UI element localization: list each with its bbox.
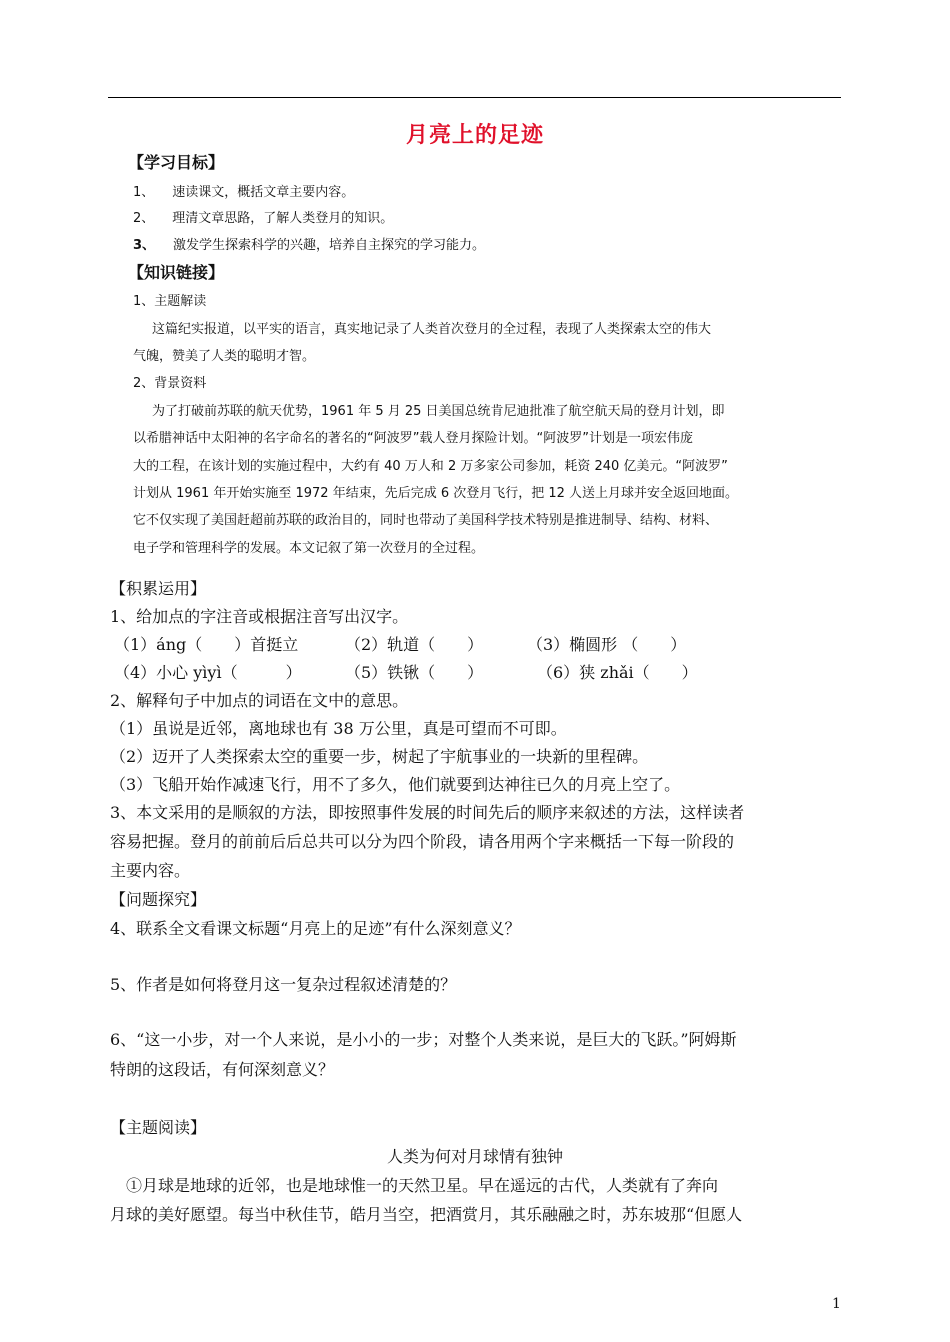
page-number: 1 xyxy=(832,1296,841,1312)
page-title: 月亮上的足迹 xyxy=(405,122,544,148)
goals-heading: 【学习目标】 xyxy=(128,153,225,172)
reading-title: 人类为何对月球情有独钟 xyxy=(386,1147,563,1166)
header-rule xyxy=(108,97,841,98)
question-2: 2、解释句子中加点的词语在文中的意思。 xyxy=(110,691,409,710)
reading-p1-line-1: ①月球是地球的近邻，也是地球惟一的天然卫星。早在遥远的古代，人类就有了奔向 xyxy=(126,1176,719,1195)
question-1: 1、给加点的字注音或根据注音写出汉字。 xyxy=(110,607,409,626)
question-6-line-1: 6、“这一小步，对一个人来说，是小小的一步；对整个人类来说，是巨大的飞跃。”阿姆斯 xyxy=(110,1030,737,1049)
links-sub1-line-1: 这篇纪实报道，以平实的语言，真实地记录了人类首次登月的全过程，表现了人类探索太空的伟大 xyxy=(152,322,712,337)
q2-item-3: （3）飞船开始作减速飞行，用不了多久，他们就要到达神往已久的月亮上空了。 xyxy=(110,775,681,794)
q1-item-4: （4）小心 yìyì（ ） xyxy=(114,663,302,682)
q1-item-1: （1）áng（ ）首挺立 xyxy=(114,635,299,654)
links-sub2: 2、背景资料 xyxy=(133,376,207,391)
links-sub2-line-1: 为了打破前苏联的航天优势，1961 年 5 月 25 日美国总统肯尼迪批准了航空航天局的登月计划，即 xyxy=(152,404,725,419)
q2-item-2: （2）迈开了人类探索太空的重要一步，树起了宇航事业的一块新的里程碑。 xyxy=(110,747,649,766)
question-3-line-3: 主要内容。 xyxy=(110,861,191,880)
practice-heading: 【积累运用】 xyxy=(110,579,207,598)
q2-item-1: （1）虽说是近邻，离地球也有 38 万公里，真是可望而不可即。 xyxy=(110,719,567,738)
reading-heading: 【主题阅读】 xyxy=(110,1118,207,1137)
links-heading: 【知识链接】 xyxy=(128,263,225,282)
links-sub2-line-5: 它不仅实现了美国赶超前苏联的政治目的，同时也带动了美国科学技术特别是推进制导、结构、材料、 xyxy=(133,513,719,528)
question-5: 5、作者是如何将登月这一复杂过程叙述清楚的？ xyxy=(110,975,457,994)
question-6-line-2: 特朗的这段话，有何深刻意义？ xyxy=(110,1060,335,1079)
goal-item-2: 2、 理清文章思路，了解人类登月的知识。 xyxy=(133,211,394,226)
q1-item-6: （6）狭 zhǎi（ ） xyxy=(537,663,698,682)
links-sub2-line-2: 以希腊神话中太阳神的名字命名的著名的“阿波罗”载人登月探险计划。“阿波罗”计划是一项宏伟庞 xyxy=(133,431,693,446)
question-4: 4、联系全文看课文标题“月亮上的足迹”有什么深刻意义？ xyxy=(110,919,521,938)
question-3-line-2: 容易把握。登月的前前后后总共可以分为四个阶段，请各用两个字来概括一下每一阶段的 xyxy=(110,832,735,851)
goal-item-3: 3、 激发学生探索科学的兴趣，培养自主探究的学习能力。 xyxy=(133,238,486,253)
question-3-line-1: 3、本文采用的是顺叙的方法，即按照事件发展的时间先后的顺序来叙述的方法，这样读者 xyxy=(110,803,745,822)
explore-heading: 【问题探究】 xyxy=(110,890,207,909)
links-sub2-line-3: 大的工程，在该计划的实施过程中，大约有 40 万人和 2 万多家公司参加，耗资 240 亿美元。“阿波罗” xyxy=(133,459,728,474)
links-sub1: 1、主题解读 xyxy=(133,294,207,309)
goal-item-1: 1、 速读课文，概括文章主要内容。 xyxy=(133,185,355,200)
links-sub2-line-6: 电子学和管理科学的发展。本文记叙了第一次登月的全过程。 xyxy=(133,541,485,556)
links-sub2-line-4: 计划从 1961 年开始实施至 1972 年结束，先后完成 6 次登月飞行，把 12 人送上月球并安全返回地面。 xyxy=(133,486,739,501)
reading-p1-line-2: 月球的美好愿望。每当中秋佳节，皓月当空，把酒赏月，其乐融融之时，苏东坡那“但愿人 xyxy=(110,1205,743,1224)
links-sub1-line-2: 气魄，赞美了人类的聪明才智。 xyxy=(133,349,316,364)
q1-item-3: （3）椭圆形 （ ） xyxy=(527,635,687,654)
q1-item-2: （2）轨道（ ） xyxy=(345,635,484,654)
q1-item-5: （5）铁锹（ ） xyxy=(345,663,484,682)
